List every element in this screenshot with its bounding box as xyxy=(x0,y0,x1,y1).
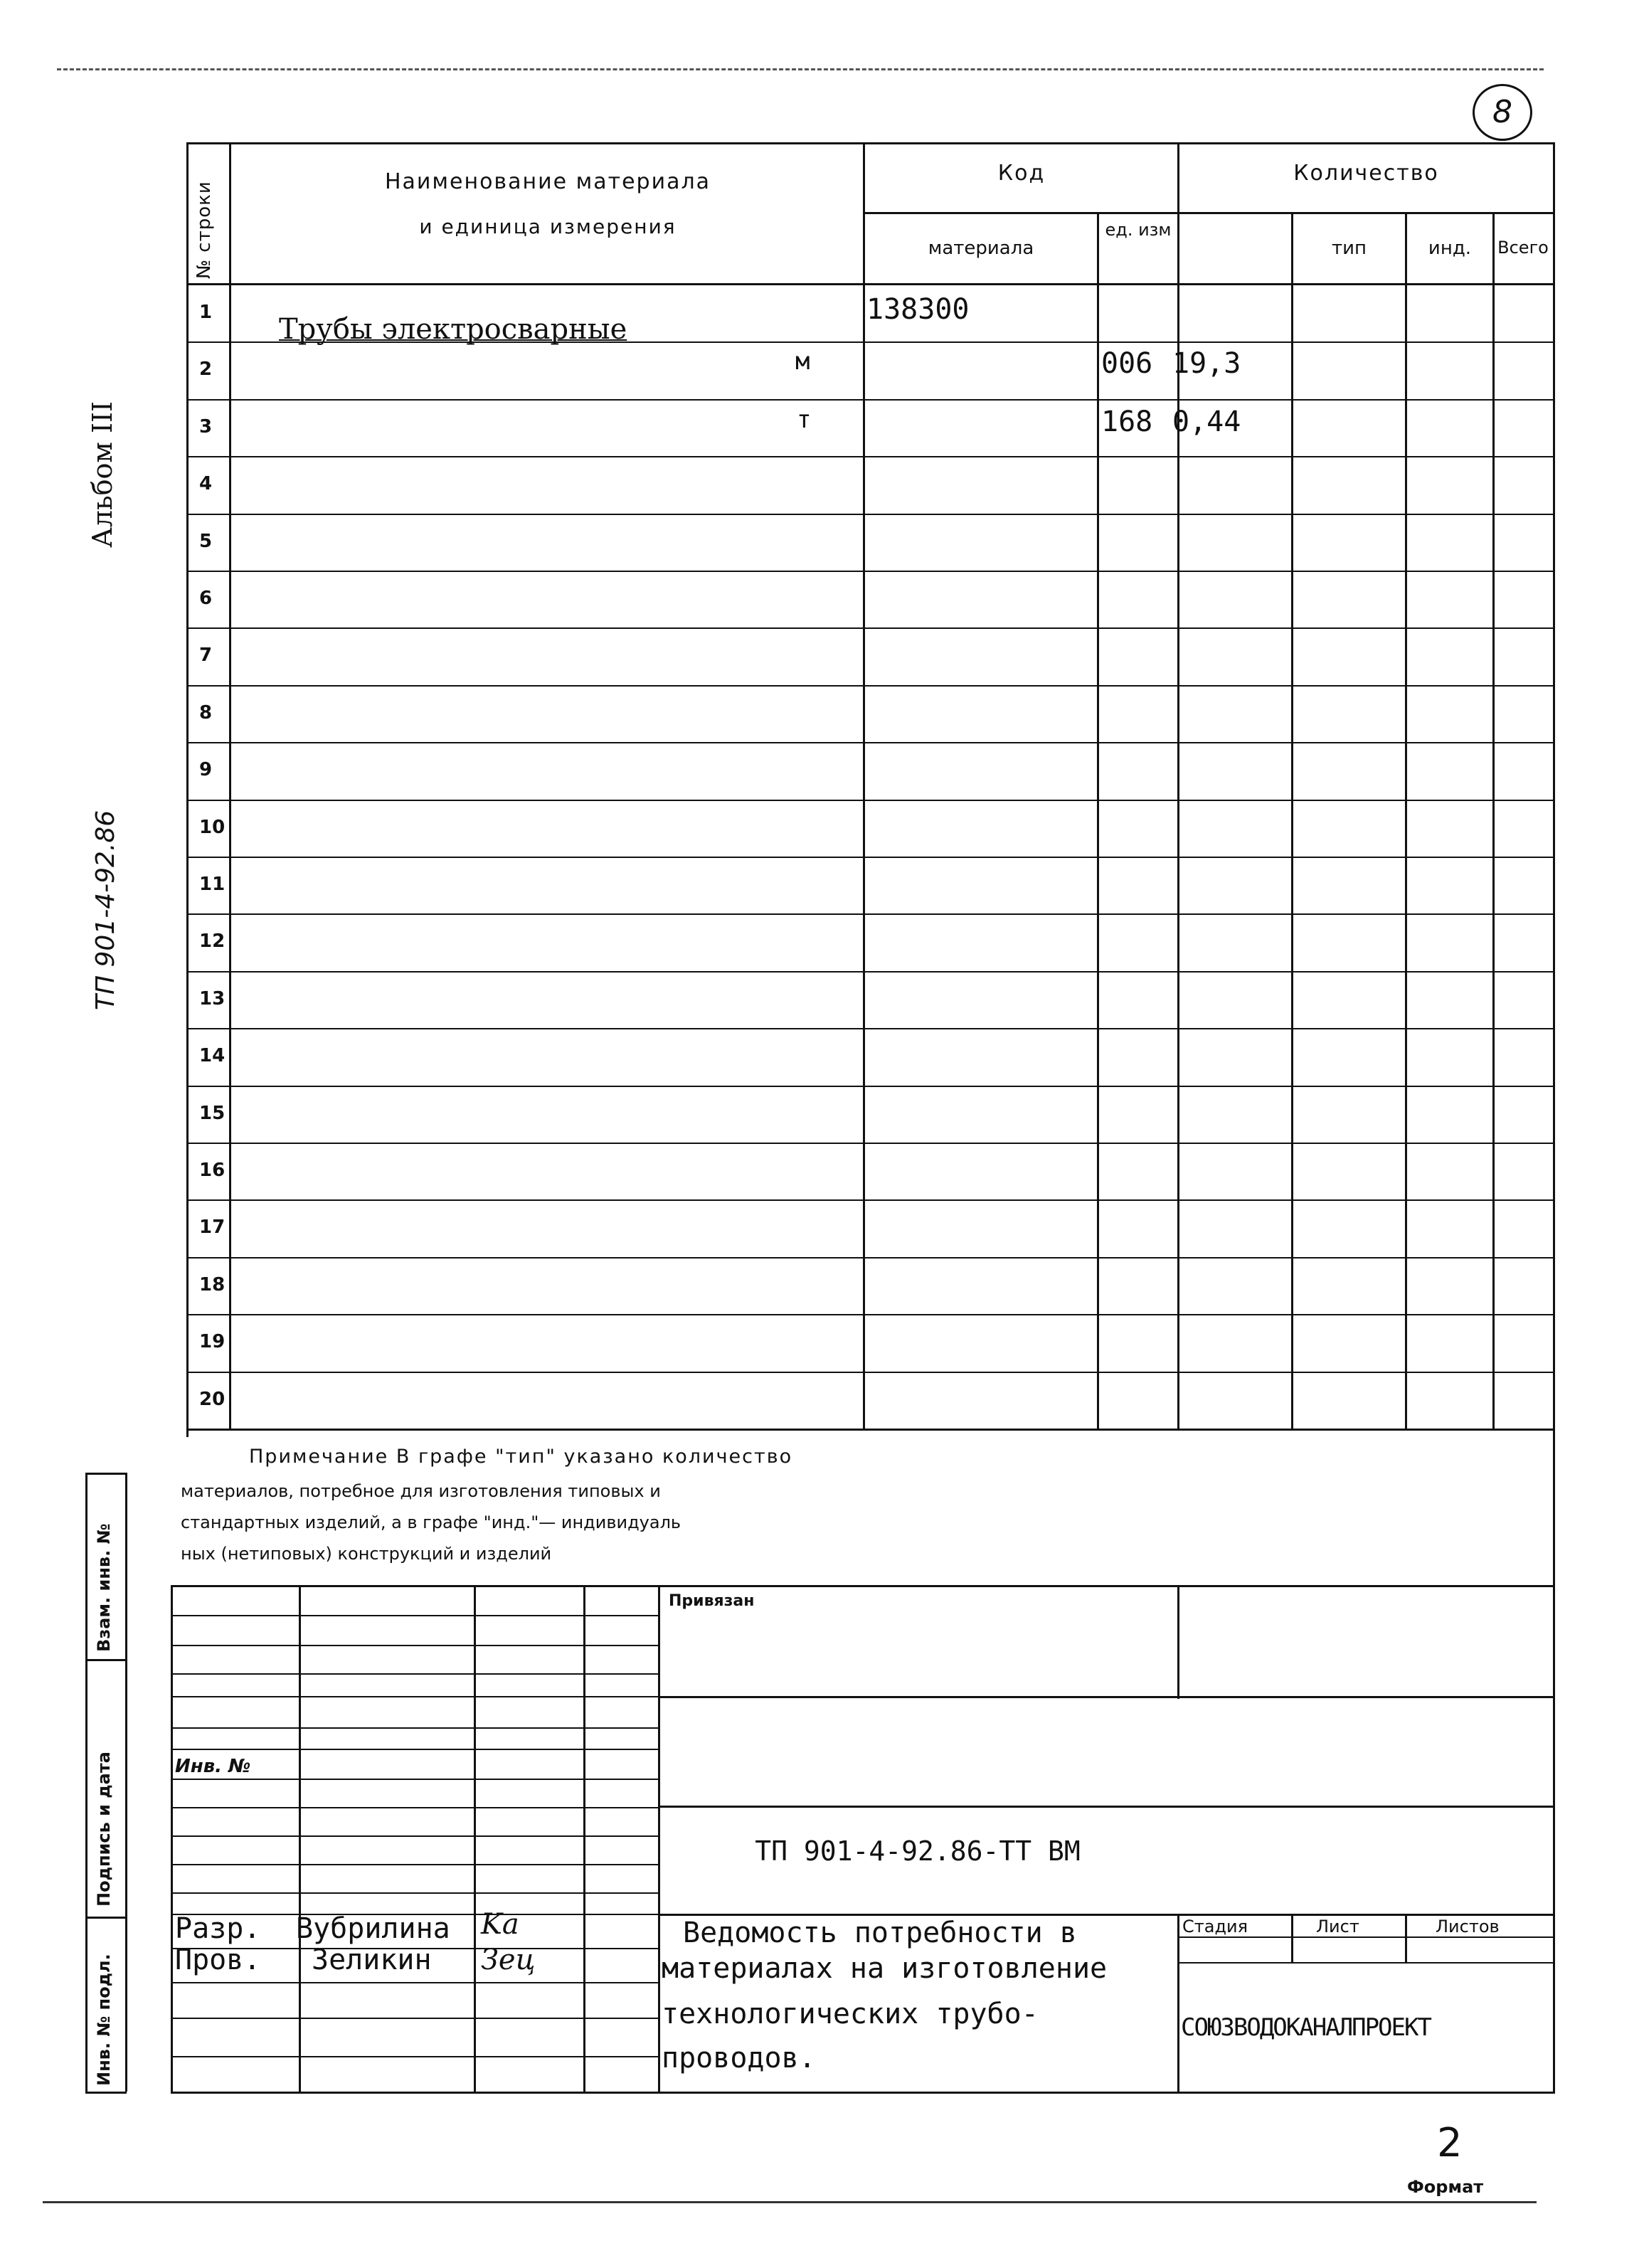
row-divider xyxy=(186,456,1555,457)
album-label: Альбом III xyxy=(87,401,118,548)
strip-vzam: Взам. инв. № xyxy=(94,1523,114,1652)
row-number: 14 xyxy=(199,1045,226,1066)
header-qty-type: тип xyxy=(1331,238,1367,259)
tb-dev-role: Разр. xyxy=(175,1912,261,1945)
tb-sheets: Листов xyxy=(1436,1917,1500,1936)
strip-sign-date: Подпись и дата xyxy=(94,1752,114,1907)
strip-div1 xyxy=(85,1659,127,1661)
tb-grid-line xyxy=(171,1749,658,1750)
row3-unit-name: т xyxy=(797,406,812,434)
tb-stage: Стадия xyxy=(1182,1917,1248,1936)
row-divider xyxy=(186,1199,1555,1201)
tb-check-name: Зеликин xyxy=(312,1944,432,1976)
row-divider xyxy=(186,399,1555,401)
header-qty-total: Всего xyxy=(1497,238,1549,258)
row-number: 17 xyxy=(199,1217,226,1238)
tb-stage-line2 xyxy=(1177,1962,1555,1964)
row-number: 7 xyxy=(199,645,213,666)
tb-linked: Привязан xyxy=(669,1592,755,1610)
tb-grid-line xyxy=(171,1727,658,1729)
strip-inv-podl: Инв. № подл. xyxy=(94,1954,114,2086)
ind-col-border xyxy=(1405,213,1407,1430)
tb-left-border xyxy=(171,1585,173,2092)
row-divider xyxy=(186,800,1555,801)
tb-grid-line xyxy=(171,1673,658,1675)
header-bottom-line xyxy=(186,283,1555,285)
dev-signature: Ka xyxy=(481,1908,519,1941)
table-bottom-line xyxy=(186,1429,1555,1431)
tb-doc-code: ТП 901-4-92.86-ТТ ВМ xyxy=(755,1835,1081,1867)
tb-title-line3: технологических трубо- xyxy=(662,1998,1039,2030)
row-divider xyxy=(186,1257,1555,1258)
row-divider xyxy=(186,742,1555,743)
tb-code-bottom xyxy=(658,1914,1555,1916)
row-number: 8 xyxy=(199,702,213,724)
row-number: 1 xyxy=(199,302,213,323)
table-left-border xyxy=(186,142,189,1437)
row-divider xyxy=(186,1372,1555,1373)
row-divider xyxy=(186,1086,1555,1087)
note-line1: Примечание В графе "тип" указано количество xyxy=(249,1446,793,1468)
row-number: 10 xyxy=(199,817,226,838)
row-number: 2 xyxy=(199,359,213,380)
header-qty-ind: инд. xyxy=(1428,238,1472,259)
row1-name: Трубы электросварные xyxy=(279,313,627,346)
row-number: 9 xyxy=(199,759,213,780)
tb-col3 xyxy=(474,1585,476,2092)
project-code-side: ТП 901-4-92.86 xyxy=(91,810,120,1010)
row-number: 3 xyxy=(199,416,213,438)
tb-grid-line xyxy=(171,1779,658,1780)
header-code-unit: ед. изм xyxy=(1105,220,1172,240)
row3-type-qty: 0,44 xyxy=(1172,406,1241,438)
row-divider xyxy=(186,571,1555,572)
header-code: Код xyxy=(997,161,1046,186)
row-divider xyxy=(186,913,1555,915)
tb-sheet: Лист xyxy=(1316,1917,1359,1936)
tb-grid-line xyxy=(171,1696,658,1697)
row2-unit-code: 006 xyxy=(1101,347,1153,380)
row-number: 18 xyxy=(199,1274,226,1295)
unit-col-border xyxy=(1177,142,1179,1430)
row-number: 11 xyxy=(199,874,226,895)
row-number: 19 xyxy=(199,1331,226,1352)
total-col-border xyxy=(1492,213,1495,1430)
row3-unit-code: 168 xyxy=(1101,406,1153,438)
format-label: Формат xyxy=(1407,2177,1484,2197)
tb-top xyxy=(171,1585,1555,1587)
tb-title-line1: Ведомость потребности в xyxy=(683,1917,1077,1949)
header-name-line2: и единица измерения xyxy=(419,215,677,238)
tb-org: СОЮЗВОДОКАНАЛПРОЕКТ xyxy=(1181,2013,1431,2042)
row-number: 12 xyxy=(199,931,226,952)
tb-code-top xyxy=(658,1806,1555,1808)
row-number: 13 xyxy=(199,988,226,1010)
tb-col4 xyxy=(583,1585,585,2092)
tb-stage-col3 xyxy=(1405,1914,1407,1962)
page-number: 2 xyxy=(1437,2120,1463,2166)
header-top-line xyxy=(186,142,1555,144)
tb-stage-line1 xyxy=(1177,1936,1555,1938)
row2-unit-name: м xyxy=(795,347,810,376)
top-border-line xyxy=(57,68,1544,70)
row-divider xyxy=(186,857,1555,858)
tb-grid-line xyxy=(171,1645,658,1646)
row-divider xyxy=(186,514,1555,515)
name-col-border xyxy=(863,142,865,1430)
header-name-line1: Наименование материала xyxy=(384,169,711,194)
header-code-material: материала xyxy=(928,238,1034,259)
header-row-no: № строки xyxy=(193,181,215,279)
bottom-border-line xyxy=(43,2201,1537,2203)
header-quantity: Количество xyxy=(1293,161,1439,186)
row2-type-qty: 19,3 xyxy=(1172,347,1241,380)
row-number: 5 xyxy=(199,531,213,552)
strip-div2 xyxy=(85,1917,127,1919)
strip-right-border xyxy=(125,1473,127,2092)
table-right-border xyxy=(1553,142,1555,2092)
tb-dev-name: Вубрилина xyxy=(296,1912,450,1945)
row-divider xyxy=(186,1028,1555,1029)
row-number: 16 xyxy=(199,1160,226,1181)
row-divider xyxy=(186,685,1555,687)
row-number: 15 xyxy=(199,1103,226,1124)
row-divider xyxy=(186,627,1555,629)
row-divider xyxy=(186,1314,1555,1315)
row-number: 4 xyxy=(199,473,213,494)
tb-linked-bottom xyxy=(658,1696,1555,1698)
tb-bottom xyxy=(171,2092,1555,2094)
row-number: 6 xyxy=(199,588,213,609)
tb-grid-line xyxy=(171,2018,658,2019)
tb-title-line4: проводов. xyxy=(662,2042,816,2074)
note-line2: материалов, потребное для изготовления типовых и xyxy=(181,1481,661,1501)
tb-grid-line xyxy=(171,1982,658,1983)
tb-col2 xyxy=(299,1585,301,2092)
check-signature: Зец xyxy=(481,1944,536,1976)
tb-title-line2: материалах на изготовление xyxy=(662,1952,1108,1985)
header-mid-line xyxy=(863,212,1555,214)
row-divider xyxy=(186,1143,1555,1144)
strip-top xyxy=(85,1473,127,1475)
tb-linked-split xyxy=(1177,1585,1179,1699)
tb-stage-split xyxy=(1177,1914,1179,2092)
material-col-border xyxy=(1097,213,1099,1430)
tb-inv-no: Инв. № xyxy=(175,1756,251,1777)
tb-grid-line xyxy=(171,1835,658,1837)
tb-grid-line xyxy=(171,1864,658,1865)
tb-grid-line xyxy=(171,1807,658,1808)
strip-bottom xyxy=(85,2092,127,2094)
note-line3: стандартных изделий, а в графе "инд."— индивидуаль xyxy=(181,1512,681,1532)
tb-grid-line xyxy=(171,1892,658,1894)
tb-check-role: Пров. xyxy=(175,1944,261,1976)
tb-grid-line xyxy=(171,2056,658,2057)
sheet-mark: 8 xyxy=(1473,84,1532,141)
tb-grid-line xyxy=(171,1615,658,1616)
strip-left-border xyxy=(85,1473,87,2092)
row1-material-code: 138300 xyxy=(866,293,970,326)
row-divider xyxy=(186,971,1555,973)
note-line4: ных (нетиповых) конструкций и изделий xyxy=(181,1544,552,1564)
tb-stage-col2 xyxy=(1291,1914,1293,1962)
row-number: 20 xyxy=(199,1389,226,1410)
type-col-border xyxy=(1291,213,1293,1430)
